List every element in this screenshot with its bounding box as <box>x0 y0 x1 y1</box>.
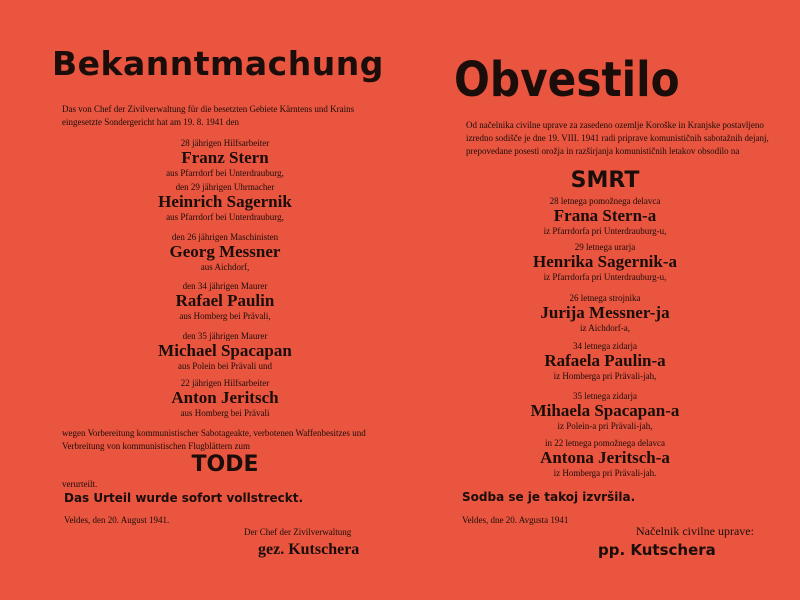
german-signature: gez. Kutschera <box>258 541 360 558</box>
slovene-person-4 <box>460 341 750 381</box>
slovene-title: Obvestilo <box>454 52 680 108</box>
person-name: Antona Jeritsch-a <box>540 448 670 467</box>
person-origin: iz Pfarrdorfa pri Unterdrauburg-u, <box>543 226 667 236</box>
slovene-intro: Od načelnika civilne uprave za zasedeno ozemlje Koroške in Kranjske postavljeno izredno sodišče je dne 19. VIII. 1941 radi priprave komunističnih sabotažnih dejanj, prepovedane posesti orožja in razširjanja komunističnih letakov obsodilo na <box>466 120 769 156</box>
person-origin: aus Polein bei Prävali und <box>178 361 272 371</box>
person-name: Rafael Paulin <box>175 291 275 310</box>
person-desc: den 26 jährigen Maschinisten <box>171 232 279 242</box>
german-verdict: TODE <box>191 452 259 477</box>
person-name: Henrika Sagernik-a <box>532 252 678 271</box>
german-intro: Das von Chef der Zivilverwaltung für die besetzten Gebiete Kärntens und Krains eingesetzte Sondergericht hat am 19. 8. 1941 den <box>62 104 355 127</box>
slovene-person-1 <box>460 196 750 236</box>
person-origin: aus Aichdorf, <box>200 262 250 272</box>
slovene-person-2 <box>460 242 750 282</box>
person-origin: iz Homberga pri Prävali-jah. <box>553 468 657 478</box>
german-reason: wegen Vorbereitung kommunistischer Sabotageakte, verbotenen Waffenbesitzes und Verbreitung von kommunistischen Flugblättern zum <box>62 428 366 451</box>
german-closing: Das Urteil wurde sofort vollstreckt. <box>64 491 304 505</box>
person-origin: iz Pfarrdorfa pri Unterdrauburg-u, <box>543 272 667 282</box>
slovene-signature: pp. Kutschera <box>598 541 716 559</box>
german-sentenced: verurteilt. <box>62 479 98 489</box>
slovene-column <box>410 0 800 600</box>
slovene-person-6 <box>460 438 750 478</box>
person-origin: iz Homberga pri Prävali-jah, <box>553 371 657 381</box>
person-desc: den 34 jährigen Maurer <box>182 281 268 291</box>
person-origin: aus Homberg bei Prävali <box>180 408 270 418</box>
person-name: Anton Jeritsch <box>171 388 279 407</box>
german-title: Bekanntmachung <box>52 44 384 83</box>
person-name: Franz Stern <box>181 148 269 167</box>
person-desc: 22 jährigen Hilfsarbeiter <box>180 378 270 388</box>
person-desc: 26 letnega strojnika <box>569 293 641 303</box>
person-origin: aus Pfarrdorf bei Unterdrauburg, <box>166 168 284 178</box>
slovene-person-3 <box>460 293 750 333</box>
person-desc: in 22 letnega pomožnega delavca <box>545 438 665 448</box>
person-desc: den 29 jährigen Uhrmacher <box>175 182 275 192</box>
person-desc: 35 letnega zidarja <box>573 391 637 401</box>
person-origin: aus Pfarrdorf bei Unterdrauburg, <box>166 212 284 222</box>
person-origin: iz Aichdorf-a, <box>580 323 630 333</box>
person-origin: iz Polein-a pri Prävali-jah, <box>557 421 653 431</box>
german-person-3 <box>60 232 390 272</box>
person-name: Georg Messner <box>169 242 281 261</box>
german-place-date: Veldes, den 20. August 1941. <box>64 515 170 525</box>
person-desc: den 35 jährigen Maurer <box>182 331 268 341</box>
german-person-4 <box>60 281 390 321</box>
person-name: Heinrich Sagernik <box>158 192 292 211</box>
person-origin: aus Homberg bei Prävali, <box>179 311 271 321</box>
person-name: Mihaela Spacapan-a <box>530 401 680 420</box>
person-desc: 29 letnega urarja <box>574 242 636 252</box>
german-person-5 <box>60 331 390 371</box>
german-person-1 <box>60 138 390 178</box>
german-person-2 <box>60 182 390 222</box>
slovene-place-date: Veldes, dne 20. Avgusta 1941 <box>462 515 569 525</box>
person-desc: 34 letnega zidarja <box>573 341 637 351</box>
slovene-verdict: SMRT <box>570 168 640 193</box>
german-signer-title: Der Chef der Zivilverwaltung <box>244 527 352 537</box>
slovene-person-5 <box>460 391 750 431</box>
slovene-signer-title: Načelnik civilne uprave: <box>636 524 754 538</box>
person-name: Jurija Messner-ja <box>540 303 670 322</box>
person-name: Michael Spacapan <box>158 341 292 360</box>
person-name: Rafaela Paulin-a <box>544 351 666 370</box>
german-person-6 <box>60 378 390 418</box>
person-desc: 28 jährigen Hilfsarbeiter <box>180 138 270 148</box>
slovene-closing: Sodba se je takoj izvršila. <box>462 490 636 504</box>
person-name: Frana Stern-a <box>553 206 657 225</box>
person-desc: 28 letnega pomožnega delavca <box>549 196 661 206</box>
